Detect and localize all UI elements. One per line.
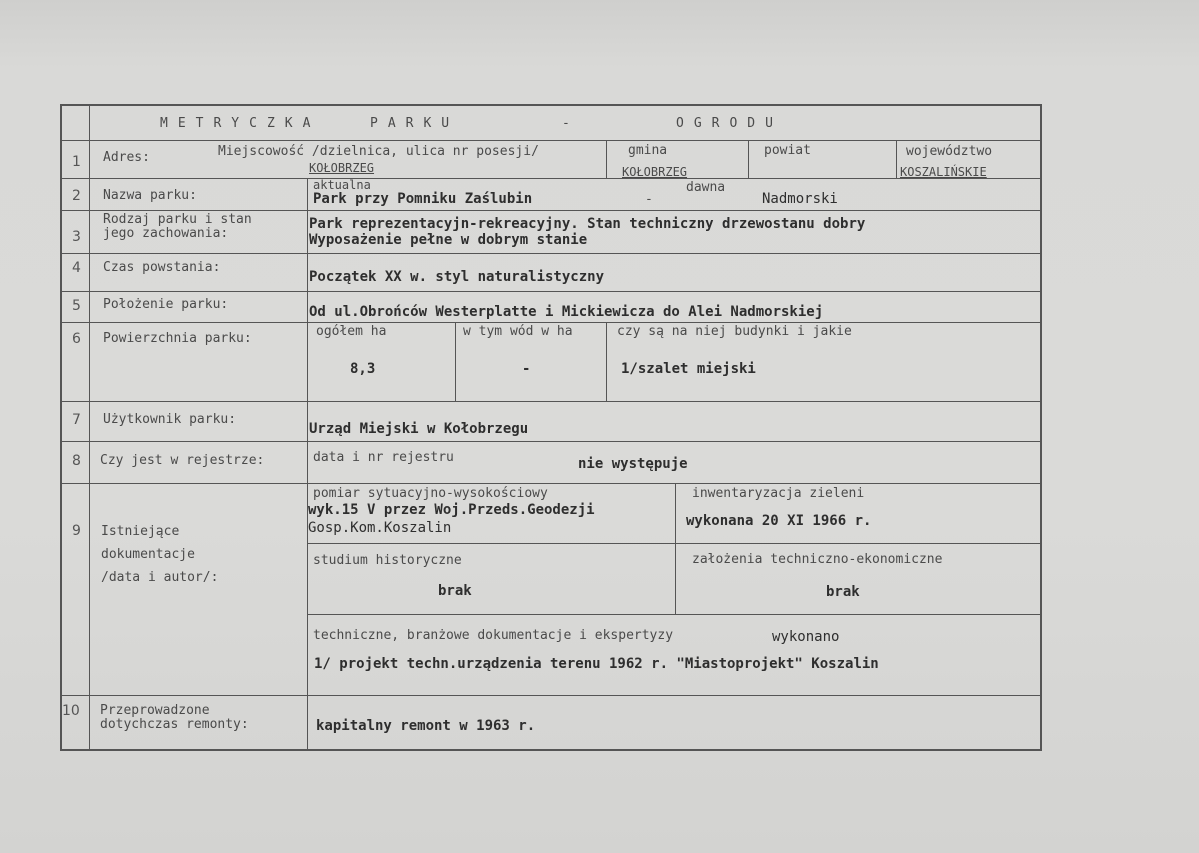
register-date-label: data i nr rejestru: [313, 450, 454, 465]
register-value: nie występuje: [578, 456, 688, 472]
technical-docs-note: wykonano: [772, 629, 840, 645]
area-label: Powierzchnia parku:: [103, 331, 252, 346]
row-number: 7: [72, 412, 81, 428]
current-name-label: aktualna: [313, 178, 371, 192]
established-value: Początek XX w. styl naturalistyczny: [309, 269, 605, 285]
user-value: Urząd Miejski w Kołobrzegu: [309, 421, 529, 437]
row-number: 9: [72, 523, 81, 539]
repairs-label-2: dotychczas remonty:: [100, 717, 249, 732]
rule: [307, 614, 1042, 615]
location-label: Położenie parku:: [103, 297, 229, 312]
gmina-label: gmina: [628, 143, 668, 158]
rule: [60, 695, 1042, 696]
address-label: Adres:: [103, 150, 150, 165]
row-number: 6: [72, 331, 81, 347]
wojewodztwo-label: województwo: [906, 144, 993, 159]
row-number: 5: [72, 298, 81, 314]
documentation-label: Istniejące: [101, 524, 180, 539]
row-number: 3: [72, 229, 81, 245]
repairs-value: kapitalny remont w 1963 r.: [316, 718, 536, 734]
locality-label: Miejscowość /dzielnica, ulica nr posesji/: [218, 144, 539, 159]
total-area-label: ogółem ha: [316, 324, 387, 339]
locality-value: KOŁOBRZEG: [309, 161, 375, 175]
form-frame: [60, 104, 1042, 751]
rule: [455, 322, 456, 401]
park-name-label: Nazwa parku:: [103, 188, 197, 203]
form-title-dash: -: [562, 116, 580, 131]
rule: [748, 140, 749, 178]
established-label: Czas powstania:: [103, 260, 221, 275]
greenery-inventory-value: wykonana 20 XI 1966 r.: [686, 513, 872, 529]
tech-economic-label: założenia techniczno-ekonomiczne: [692, 552, 943, 567]
survey-label: pomiar sytuacyjno-wysokościowy: [313, 486, 548, 501]
survey-value: wyk.15 V przez Woj.Przeds.Geodezji: [308, 502, 595, 518]
row-number: 4: [72, 260, 81, 276]
greenery-inventory-label: inwentaryzacja zieleni: [692, 486, 865, 501]
rule: [60, 210, 1042, 211]
rule: [307, 178, 308, 751]
wojewodztwo-value: KOSZALIŃSKIE: [900, 165, 987, 179]
park-type-label-2: jego zachowania:: [103, 226, 229, 241]
park-type-value: Park reprezentacyjn-rekreacyjny. Stan techniczny drzewostanu dobry: [309, 216, 866, 232]
gmina-value: KOŁOBRZEG: [622, 165, 688, 179]
park-type-value-2: Wyposażenie pełne w dobrym stanie: [309, 232, 588, 248]
water-area-value: -: [522, 361, 531, 377]
form-title-parku: PARKU: [370, 116, 460, 131]
row-number: 2: [72, 188, 81, 204]
user-label: Użytkownik parku:: [103, 412, 237, 427]
rule: [60, 401, 1042, 402]
former-name-value: Nadmorski: [762, 191, 838, 207]
rule: [89, 104, 90, 751]
location-value: Od ul.Obrońców Westerplatte i Mickiewicza do Alei Nadmorskiej: [309, 304, 824, 320]
rule: [60, 253, 1042, 254]
water-area-label: w tym wód w ha: [463, 324, 573, 339]
park-type-label: Rodzaj parku i stan: [103, 212, 252, 227]
survey-value-2: Gosp.Kom.Koszalin: [308, 520, 452, 536]
former-name-label: dawna: [686, 180, 726, 195]
buildings-value: 1/szalet miejski: [621, 361, 756, 377]
technical-docs-value: 1/ projekt techn.urządzenia terenu 1962 r. "Miastoprojekt" Koszalin: [314, 656, 879, 672]
buildings-label: czy są na niej budynki i jakie: [617, 324, 852, 339]
powiat-label: powiat: [764, 143, 811, 158]
name-separator: -: [645, 192, 653, 207]
rule: [60, 322, 1042, 323]
register-label: Czy jest w rejestrze:: [100, 453, 265, 468]
rule: [60, 291, 1042, 292]
technical-docs-label: techniczne, branżowe dokumentacje i ekspertyzy: [313, 628, 674, 643]
rule: [675, 483, 676, 614]
historical-study-label: studium historyczne: [313, 553, 462, 568]
row-number: 8: [72, 453, 81, 469]
tech-economic-value: brak: [826, 584, 860, 600]
total-area-value: 8,3: [350, 361, 376, 377]
form-title-ogrodu: OGRODU: [676, 116, 783, 131]
documentation-label-3: /data i autor/:: [101, 570, 219, 585]
documentation-label-2: dokumentacje: [101, 547, 195, 562]
row-number: 1: [72, 154, 81, 170]
rule: [60, 178, 1042, 179]
historical-study-value: brak: [438, 583, 472, 599]
rule: [896, 140, 897, 178]
rule: [606, 322, 607, 401]
form-title-metryczka: METRYCZKA: [160, 116, 321, 131]
rule: [606, 140, 607, 178]
current-name-value: Park przy Pomniku Zaślubin: [313, 191, 533, 207]
rule: [60, 441, 1042, 442]
rule: [60, 140, 1042, 141]
rule: [60, 483, 1042, 484]
repairs-label: Przeprowadzone: [100, 703, 210, 718]
row-number: 10: [62, 703, 80, 719]
